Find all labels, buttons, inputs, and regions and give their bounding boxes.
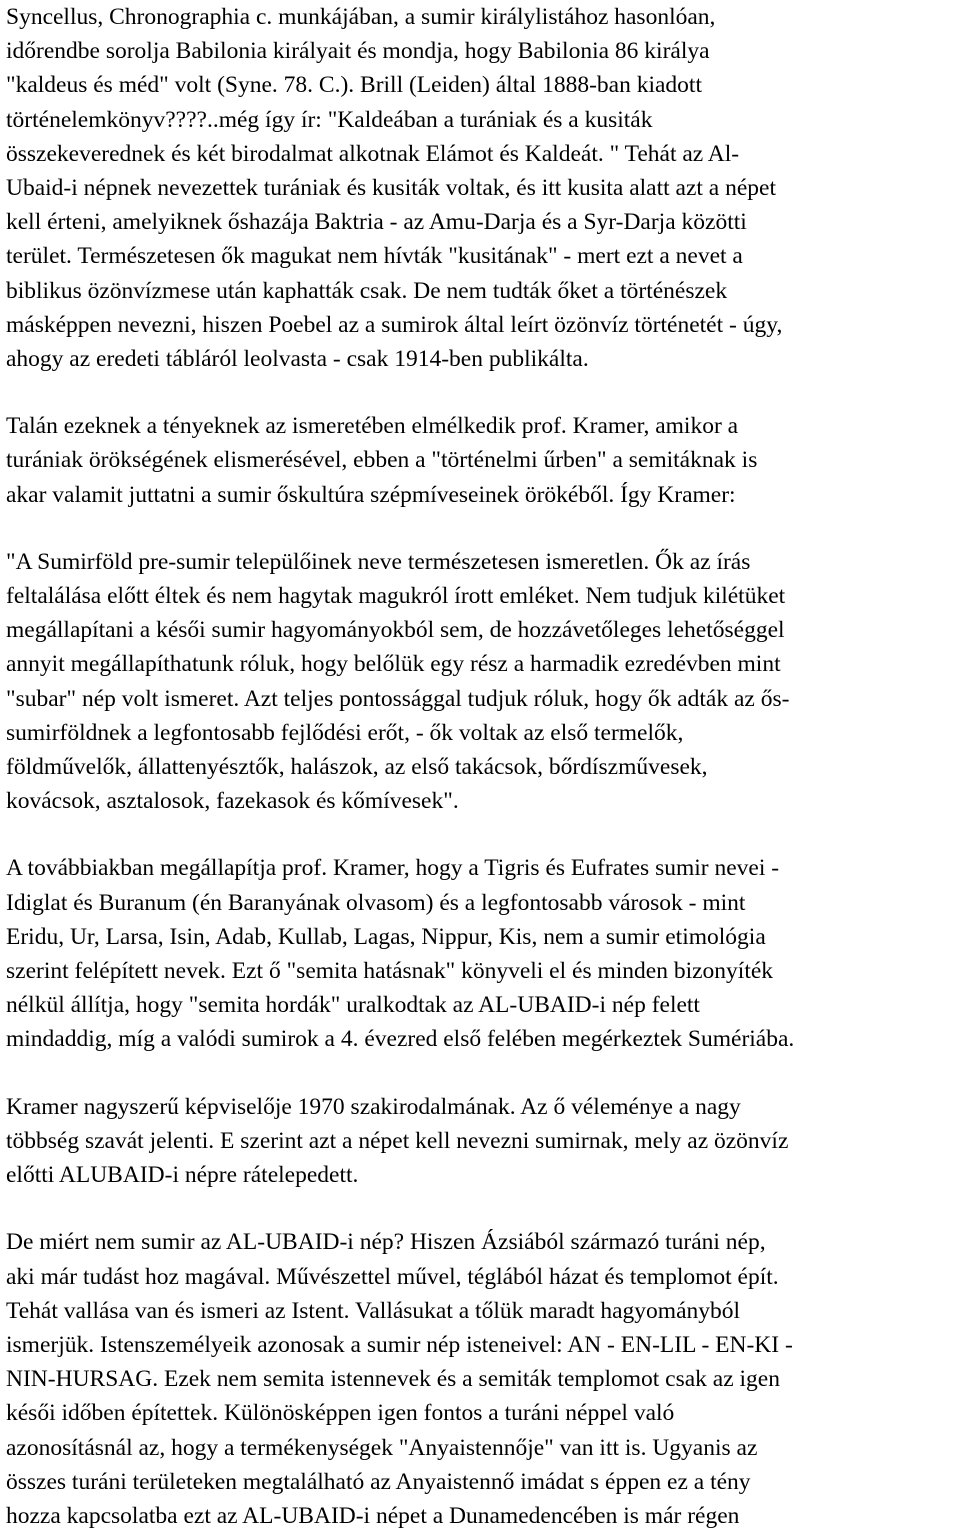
text-line: NIN-HURSAG. Ezek nem semita istennevek és a semiták templomot csak az igen (6, 1366, 780, 1393)
text-line: ismerjük. Istenszemélyeik azonosak a sumir nép isteneivel: AN - EN-LIL - EN-KI - (6, 1331, 793, 1358)
text-line: történelemkönyv????..még így ír: "Kaldeában a turániak és a kusiták (6, 106, 653, 133)
text-line: időrendbe sorolja Babilonia királyait és mondja, hogy Babilonia 86 királya (6, 38, 710, 65)
text-line: feltalálása előtt éltek és nem hagytak magukról írott emléket. Nem tudjuk kilétüket (6, 583, 786, 610)
text-line: "subar" nép volt ismeret. Azt teljes pontossággal tudjuk róluk, hogy ők adták az ős- (6, 685, 790, 712)
text-line: sumirföldnek a legfontosabb fejlődési erőt, - ők voltak az első termelők, (6, 719, 684, 746)
text-line: A továbbiakban megállapítja prof. Kramer, hogy a Tigris és Eufrates sumir nevei - (6, 855, 780, 882)
text-line: kovácsok, asztalosok, fazekasok és kőmívesek". (6, 788, 459, 815)
text-line: szerint felépített nevek. Ezt ő "semita hatásnak" könyveli el és minden bizonyíték (6, 958, 774, 985)
text-line: többség szavát jelenti. E szerint azt a népet kell nevezni sumirnak, mely az özönvíz (6, 1127, 789, 1154)
text-line: "A Sumirföld pre-sumir települőinek neve természetesen ismeretlen. Ők az írás (6, 548, 751, 575)
text-line: hozza kapcsolatba ezt az AL-UBAID-i népet a Dunamedencében is már régen (6, 1502, 740, 1529)
text-line: Idiglat és Buranum (én Baranyának olvasom) és a legfontosabb városok - mint (6, 889, 746, 916)
text-line: Syncellus, Chronographia c. munkájában, a sumir királylistához hasonlóan, (6, 4, 716, 30)
text-line: terület. Természetesen ők magukat nem hívták "kusitának" - mert ezt a nevet a (6, 243, 743, 270)
text-line: Talán ezeknek a tényeknek az ismeretében elmélkedik prof. Kramer, amikor a (6, 413, 739, 440)
text-line: ahogy az eredeti tábláról leolvasta - csak 1914-ben publikálta. (6, 346, 589, 373)
text-line: Kramer nagyszerű képviselője 1970 szakirodalmának. Az ő véleménye a nagy (6, 1093, 741, 1120)
text-line: megállapítani a késői sumir hagyományokból sem, de hozzávetőleges lehetőséggel (6, 617, 785, 644)
text-line: "kaldeus és méd" volt (Syne. 78. C.). Brill (Leiden) által 1888-ban kiadott (6, 72, 702, 99)
text-line: Eridu, Ur, Larsa, Isin, Adab, Kullab, Lagas, Nippur, Kis, nem a sumir etimológia (6, 923, 766, 950)
text-line: mindaddig, míg a valódi sumirok a 4. évezred első felében megérkeztek Sumériába. (6, 1026, 795, 1053)
text-line: földművelők, állattenyésztők, halászok, az első takácsok, bőrdíszművesek, (6, 754, 708, 781)
text-line: Tehát vallása van és ismeri az Istent. Vallásukat a tőlük maradt hagyományból (6, 1297, 741, 1324)
text-line: biblikus özönvízmese után kaphatták csak. De nem tudták őket a történészek (6, 277, 728, 304)
paragraph-river-names (6, 851, 950, 1056)
text-line: késői időben építettek. Különösképpen igen fontos a turáni néppel való (6, 1400, 675, 1427)
paragraph-kramer-intro (6, 409, 950, 512)
text-line: annyit megállapíthatunk róluk, hogy belőlük egy rész a harmadik ezredévben mint (6, 651, 781, 678)
text-line: De miért nem sumir az AL-UBAID-i nép? Hiszen Ázsiából származó turáni nép, (6, 1229, 766, 1256)
text-line: másképpen nevezni, hiszen Poebel az a sumirok által leírt özönvíz történetét - úgy, (6, 311, 783, 338)
text-line: összekeverednek és két birodalmat alkotnak Elámot és Kaldeát. " Tehát az Al- (6, 140, 740, 167)
text-line: turániak örökségének elismerésével, ebben a "történelmi űrben" a semitáknak is (6, 447, 758, 474)
text-line: akar valamit juttatni a sumir őskultúra szépmíveseinek örökéből. Így Kramer: (6, 481, 736, 508)
text-line: összes turáni területeken megtalálható az Anyaistennő imádat s éppen ez a tény (6, 1468, 751, 1495)
paragraph-kramer-quote (6, 545, 950, 819)
text-line: előtti ALUBAID-i népre rátelepedett. (6, 1162, 359, 1189)
text-line: azonosításnál az, hogy a termékenységek "Anyaistennője" van itt is. Ugyanis az (6, 1434, 758, 1461)
text-line: Ubaid-i népnek nevezettek turániak és kusiták voltak, és itt kusita alatt azt a népet (6, 175, 777, 202)
text-line: aki már tudást hoz magával. Művészettel művel, téglából házat és templomot épít. (6, 1263, 779, 1290)
paragraph-kramer-1970 (6, 1090, 950, 1193)
paragraph-syncellus (6, 0, 950, 376)
text-line: nélkül állítja, hogy "semita hordák" uralkodtak az AL-UBAID-i nép felett (6, 992, 700, 1019)
paragraph-al-ubaid-question (6, 1225, 950, 1533)
text-line: kell érteni, amelyiknek őshazája Baktria - az Amu-Darja és a Syr-Darja közötti (6, 209, 747, 236)
